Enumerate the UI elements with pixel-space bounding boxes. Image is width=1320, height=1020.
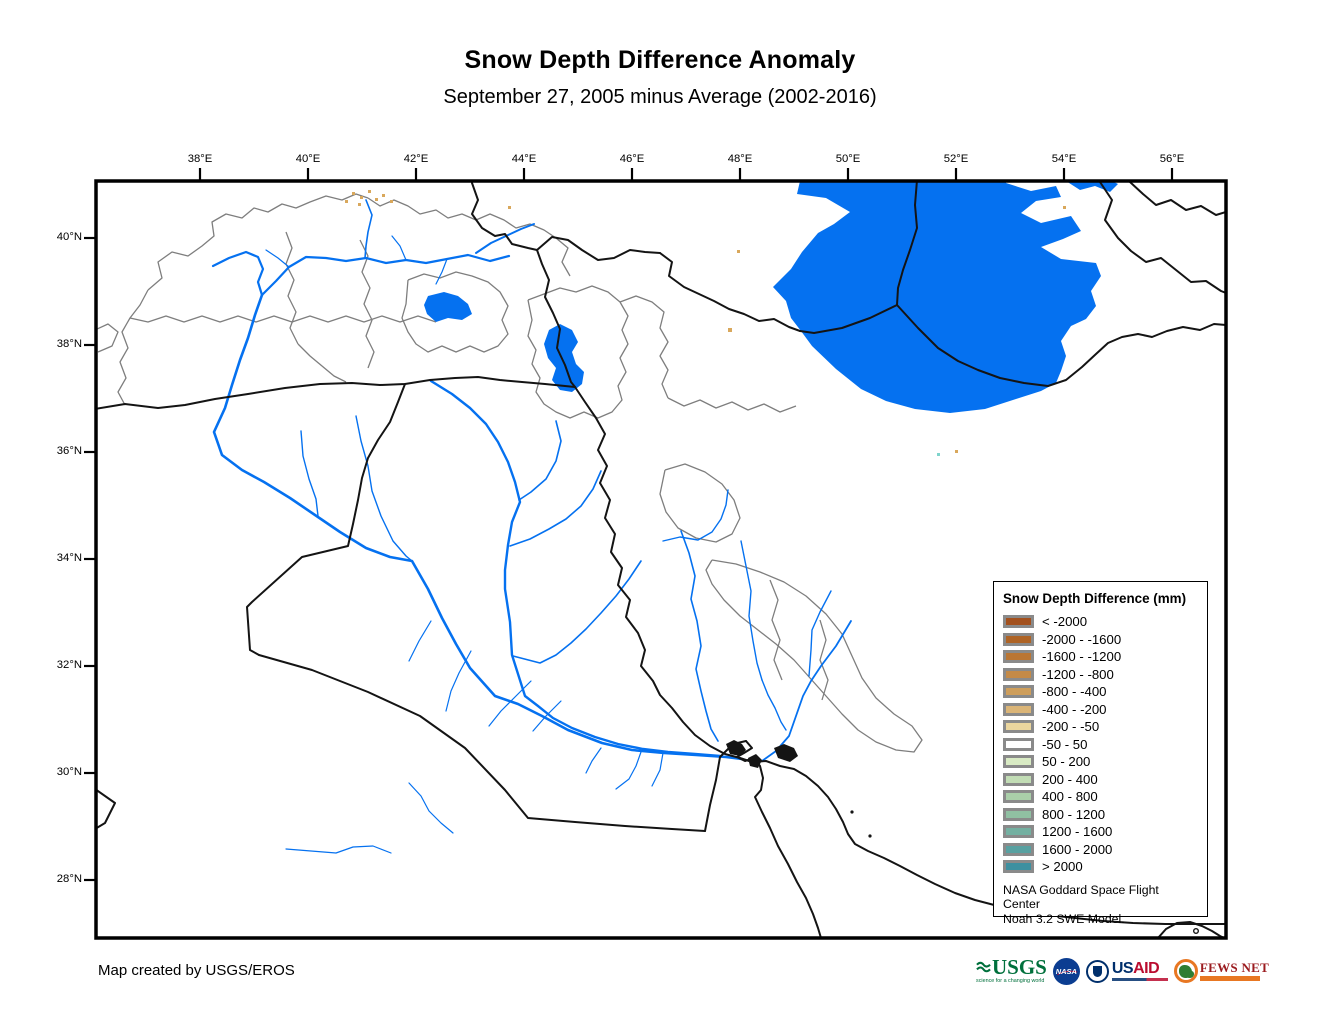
legend-source-line2: Noah 3.2 SWE Model. [1003,911,1125,926]
gulf-island [868,834,871,837]
y-tick-label: 32°N [56,659,82,671]
legend-source [1003,883,1199,927]
gulf-island [850,810,853,813]
legend-swatch [1003,773,1034,786]
usaid-logo-text: USAID [1111,959,1160,977]
y-tick-label: 28°N [56,873,82,885]
usgs-logo-text: USGS [992,955,1047,980]
y-tick-label: 34°N [56,552,82,564]
legend-row [1003,823,1199,841]
legend-swatch [1003,633,1034,646]
legend-row [1003,631,1199,649]
legend-label: 1600 - 2000 [1042,841,1113,857]
legend-row [1003,771,1199,789]
caspian-sea [773,181,1118,413]
x-tick-label: 40°E [295,153,321,165]
x-tick-label: 48°E [727,153,753,165]
fewsnet-logo [1174,959,1269,983]
usgs-wave-icon [976,960,991,975]
legend-swatch [1003,755,1034,768]
y-tick-label: 30°N [56,766,82,778]
x-tick-label: 54°E [1051,153,1077,165]
logo-strip [976,950,1270,992]
legend-row [1003,718,1199,736]
legend-row [1003,841,1199,859]
x-tick-label: 38°E [187,153,213,165]
legend-label: < -2000 [1042,614,1088,630]
nasa-logo [1053,958,1080,985]
legend-swatch [1003,720,1034,733]
x-tick-label: 46°E [619,153,645,165]
legend-swatch [1003,668,1034,681]
legend-row [1003,666,1199,684]
lakes [424,292,584,392]
legend-swatch [1003,738,1034,751]
y-tick-label: 36°N [56,445,82,457]
legend-swatch [1003,703,1034,716]
usaid-emblem-icon [1086,960,1109,983]
lake-urmia [544,324,584,392]
credit-text: Map created by USGS/EROS [98,962,295,979]
legend-label: -50 - 50 [1042,736,1088,752]
legend-label: > 2000 [1042,859,1083,875]
legend-swatch [1003,615,1034,628]
legend-row [1003,701,1199,719]
map-subtitle: September 27, 2005 minus Average (2002-2016) [443,86,877,108]
legend-swatch [1003,650,1034,663]
fewsnet-logo-text: FEWS NET [1199,960,1270,975]
legend-row [1003,613,1199,631]
legend-swatch [1003,685,1034,698]
fewsnet-globe-icon [1174,959,1198,983]
legend-source-line1: NASA Goddard Space Flight Center [1003,882,1159,911]
legend-row [1003,648,1199,666]
legend-swatch [1003,860,1034,873]
lake-van [424,292,472,322]
legend-label: 400 - 800 [1042,789,1098,805]
legend-row [1003,788,1199,806]
nasa-logo-text: NASA [1055,966,1077,976]
legend-row [1003,736,1199,754]
y-tick-label: 40°N [56,231,82,243]
legend-swatch [1003,825,1034,838]
x-tick-label: 56°E [1159,153,1185,165]
legend-swatch [1003,808,1034,821]
delta-marshes [726,740,872,838]
x-tick-label: 52°E [943,153,969,165]
legend-label: 800 - 1200 [1042,806,1106,822]
legend-title: Snow Depth Difference (mm) [1003,591,1187,606]
legend [993,581,1208,926]
map-title: Snow Depth Difference Anomaly [464,46,856,74]
legend-row [1003,683,1199,701]
legend-label: 200 - 400 [1042,771,1098,787]
legend-row [1003,753,1199,771]
x-tick-label: 44°E [511,153,537,165]
legend-label: -1600 - -1200 [1042,649,1122,665]
fewsnet-bar [1200,976,1260,982]
usgs-tagline: science for a changing world [976,978,1045,985]
legend-swatch [1003,790,1034,803]
legend-label: -800 - -400 [1042,684,1107,700]
y-tick-label: 38°N [56,338,82,350]
legend-label: -1200 - -800 [1042,666,1114,682]
legend-row [1003,858,1199,876]
legend-label: 50 - 200 [1042,754,1091,770]
legend-row [1003,806,1199,824]
legend-label: 1200 - 1600 [1042,824,1113,840]
legend-label: -200 - -50 [1042,719,1100,735]
usgs-logo [976,957,1047,984]
legend-label: -2000 - -1600 [1042,631,1122,647]
x-tick-label: 50°E [835,153,861,165]
usaid-tagline-bar [1112,978,1168,982]
legend-label: -400 - -200 [1042,701,1107,717]
usaid-logo [1086,960,1168,983]
legend-swatch [1003,843,1034,856]
x-tick-label: 42°E [403,153,429,165]
